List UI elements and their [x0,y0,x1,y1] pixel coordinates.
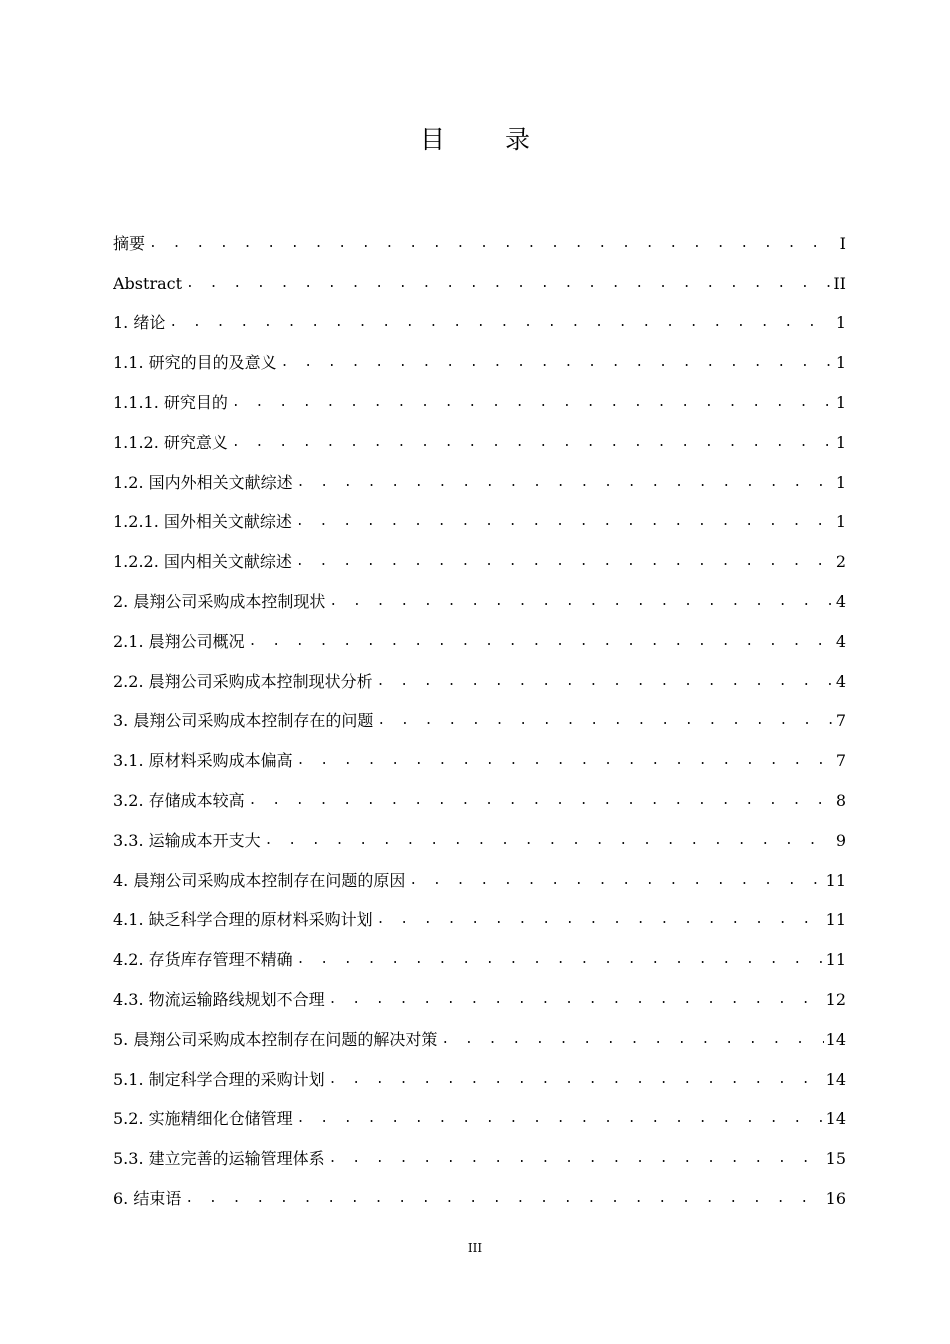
toc-entry-label: 1.1. 研究的目的及意义 [113,353,277,373]
toc-entry[interactable] [113,542,846,582]
toc-entry-label: 3.2. 存储成本较高 [113,791,245,811]
toc-dot-leader [329,1070,824,1090]
toc-entry[interactable] [113,662,846,702]
toc-entry[interactable] [113,940,846,980]
toc-entry[interactable] [113,463,846,503]
toc-entry-label: 1. 绪论 [113,313,166,333]
toc-dot-leader [441,1030,823,1050]
toc-entry-label: 4.2. 存货库存管理不精确 [113,950,293,970]
toc-entry[interactable] [113,1100,846,1140]
toc-entry-page-number: 4 [835,631,846,651]
toc-entry-page-number: 1 [835,472,846,492]
toc-entry[interactable] [113,304,846,344]
toc-entry-label: 3. 晨翔公司采购成本控制存在的问题 [113,711,374,731]
toc-dot-leader [297,751,834,771]
toc-entry-label: 1.2.2. 国内相关文献综述 [113,552,292,572]
toc-entry-label: Abstract [113,273,183,293]
toc-entry[interactable] [113,383,846,423]
toc-dot-leader [329,592,833,612]
toc-entry-page-number: 1 [835,353,846,373]
toc-entry-page-number: 14 [825,1069,846,1089]
toc-dot-leader [185,1189,823,1209]
toc-dot-leader [297,950,824,970]
toc-entry-label: 5. 晨翔公司采购成本控制存在问题的解决对策 [113,1029,438,1049]
toc-dot-leader [265,831,834,851]
toc-entry[interactable] [113,423,846,463]
toc-entry[interactable] [113,702,846,742]
toc-entry-page-number: 4 [835,592,846,612]
toc-entry[interactable] [113,264,846,304]
toc-entry-label: 1.2.1. 国外相关文献综述 [113,512,292,532]
toc-dot-leader [249,791,834,811]
toc-dot-leader [409,871,823,891]
toc-entry-page-number: 14 [825,1109,846,1129]
toc-entry[interactable] [113,980,846,1020]
toc-entry-label: 6. 结束语 [113,1189,182,1209]
toc-dot-leader [169,313,833,333]
toc-dot-leader [149,234,838,254]
toc-entry-label: 1.2. 国内外相关文献综述 [113,472,293,492]
toc-dot-leader [186,274,831,294]
toc-dot-leader [232,393,834,413]
table-of-contents [113,224,846,1219]
toc-entry-page-number: 7 [835,751,846,771]
toc-dot-leader [249,632,834,652]
toc-entry-label: 4.3. 物流运输路线规划不合理 [113,990,325,1010]
toc-entry-page-number: 9 [835,830,846,850]
page-footer-number: III [467,1241,483,1255]
toc-entry[interactable] [113,1179,846,1219]
toc-entry[interactable] [113,503,846,543]
toc-entry-label: 5.2. 实施精细化仓储管理 [113,1109,293,1129]
toc-dot-leader [281,353,834,373]
toc-entry-label: 1.1.2. 研究意义 [113,432,228,452]
toc-entry-label: 1.1.1. 研究目的 [113,393,228,413]
toc-entry-page-number: 14 [825,1029,846,1049]
toc-entry[interactable] [113,1060,846,1100]
toc-dot-leader [297,473,834,493]
toc-entry[interactable] [113,781,846,821]
toc-entry-page-number: 12 [825,990,846,1010]
toc-dot-leader [329,1149,824,1169]
toc-entry-label: 2.2. 晨翔公司采购成本控制现状分析 [113,671,373,691]
toc-entry[interactable] [113,861,846,901]
toc-entry-page-number: 11 [825,870,846,890]
toc-entry-label: 4.1. 缺乏科学合理的原材料采购计划 [113,910,373,930]
toc-entry-label: 3.1. 原材料采购成本偏高 [113,751,293,771]
toc-dot-leader [377,711,833,731]
page-title: 目 录 [420,125,556,154]
toc-dot-leader [297,1109,824,1129]
toc-entry[interactable] [113,224,846,264]
toc-dot-leader [329,990,824,1010]
toc-entry-page-number: 7 [835,711,846,731]
toc-entry[interactable] [113,741,846,781]
toc-entry[interactable] [113,901,846,941]
toc-entry-page-number: 16 [825,1189,846,1209]
toc-dot-leader [296,512,834,532]
toc-entry-label: 4. 晨翔公司采购成本控制存在问题的原因 [113,870,406,890]
toc-entry-label: 2. 晨翔公司采购成本控制现状 [113,592,326,612]
toc-dot-leader [377,672,834,692]
toc-dot-leader [377,910,824,930]
toc-dot-leader [296,552,834,572]
toc-entry[interactable] [113,622,846,662]
toc-entry-page-number: I [839,233,846,253]
toc-entry-label: 5.1. 制定科学合理的采购计划 [113,1069,325,1089]
toc-entry-label: 2.1. 晨翔公司概况 [113,631,245,651]
toc-entry-page-number: 1 [835,393,846,413]
toc-entry-page-number: 4 [835,671,846,691]
toc-entry-page-number: 2 [835,552,846,572]
toc-entry-page-number: II [833,273,846,293]
toc-entry-page-number: 1 [835,432,846,452]
toc-entry[interactable] [113,582,846,622]
toc-entry-page-number: 11 [825,910,846,930]
toc-entry-page-number: 1 [835,512,846,532]
toc-entry-page-number: 8 [835,791,846,811]
toc-entry[interactable] [113,1139,846,1179]
toc-entry[interactable] [113,821,846,861]
toc-entry-page-number: 1 [835,313,846,333]
toc-entry[interactable] [113,343,846,383]
toc-entry-page-number: 15 [825,1149,846,1169]
toc-entry-page-number: 11 [825,950,846,970]
toc-entry-label: 5.3. 建立完善的运输管理体系 [113,1149,325,1169]
toc-entry-label: 摘要 [113,233,146,253]
toc-dot-leader [232,433,834,453]
toc-entry[interactable] [113,1020,846,1060]
toc-entry-label: 3.3. 运输成本开支大 [113,830,261,850]
